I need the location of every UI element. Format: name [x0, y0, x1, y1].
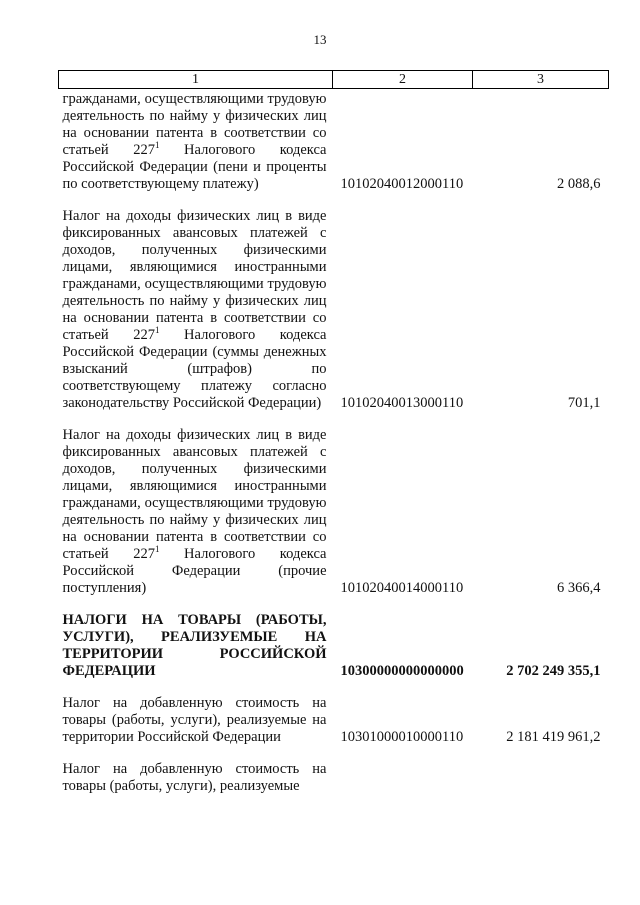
article-superscript: 1	[154, 544, 160, 555]
amount-cell: 2 702 249 355,1	[506, 663, 601, 679]
header-column-2: 2	[333, 71, 473, 89]
revenue-name-cell	[59, 193, 333, 412]
header-column-3: 3	[473, 71, 609, 89]
classification-code-cell: 10102040012000110	[340, 176, 464, 192]
budget-revenue-table	[58, 70, 609, 795]
page-number: 13	[313, 32, 327, 47]
article-superscript: 1	[154, 140, 160, 151]
amount-cell: 2 088,6	[557, 176, 601, 192]
table-body	[59, 89, 609, 796]
revenue-name-tail: Налогового кодекса Российской Федерации (прочие поступления)	[62, 546, 327, 596]
revenue-name-cell	[59, 746, 333, 795]
header-column-1: 1	[59, 71, 333, 89]
classification-code-cell: 10301000010000110	[340, 729, 464, 745]
revenue-name-text: НАЛОГИ НА ТОВАРЫ (РАБОТЫ, УСЛУГИ), РЕАЛИЗУЕМЫЕ НА ТЕРРИТОРИИ РОССИЙСКОЙ ФЕДЕРАЦИИ	[62, 612, 327, 679]
amount-cell	[473, 746, 609, 795]
amount-cell: 2 181 419 961,2	[506, 729, 601, 745]
revenue-name-cell	[59, 597, 333, 680]
amount-cell: 6 366,4	[557, 580, 601, 596]
classification-code-cell: 10102040013000110	[340, 395, 464, 411]
table-row	[59, 746, 609, 795]
revenue-name-text: гражданами, осуществляющими трудовую деятельность по найму у физических лиц на основании патента в соответствии со статьей 227	[62, 91, 327, 158]
amount-cell: 701,1	[567, 395, 601, 411]
table-row	[59, 89, 609, 194]
revenue-name-tail: Налогового кодекса Российской Федерации (пени и проценты по соответствующему платежу)	[62, 142, 327, 192]
revenue-name-text: Налог на добавленную стоимость на товары (работы, услуги), реализуемые на территории Российской Федерации	[62, 695, 327, 745]
revenue-name-text: Налог на доходы физических лиц в виде фиксированных авансовых платежей с доходов, полученных физическими лицами, являющимися иностранными гражданами, осуществляющими трудовую деятельность по найму у физических лиц на основании патента в соответствии со статьей 227	[62, 208, 327, 343]
table-row	[59, 412, 609, 597]
table-row	[59, 193, 609, 412]
classification-code-cell	[333, 746, 473, 795]
revenue-name-text: Налог на добавленную стоимость на товары (работы, услуги), реализуемые	[62, 761, 327, 794]
classification-code-cell: 10102040014000110	[340, 580, 464, 596]
revenue-name-tail: Налогового кодекса Российской Федерации (суммы денежных взысканий (штрафов) по соответствующему платежу согласно законодательству Российской Федерации)	[62, 327, 327, 411]
table-row	[59, 680, 609, 746]
table-row	[59, 597, 609, 680]
table-header-row	[59, 71, 609, 89]
classification-code-cell: 10300000000000000	[340, 663, 464, 679]
article-superscript: 1	[154, 325, 160, 336]
revenue-name-cell	[59, 89, 333, 194]
revenue-name-text: Налог на доходы физических лиц в виде фиксированных авансовых платежей с доходов, полученных физическими лицами, являющимися иностранными гражданами, осуществляющими трудовую деятельность по найму у физических лиц на основании патента в соответствии со статьей 227	[62, 427, 327, 562]
revenue-name-cell	[59, 412, 333, 597]
revenue-name-cell	[59, 680, 333, 746]
